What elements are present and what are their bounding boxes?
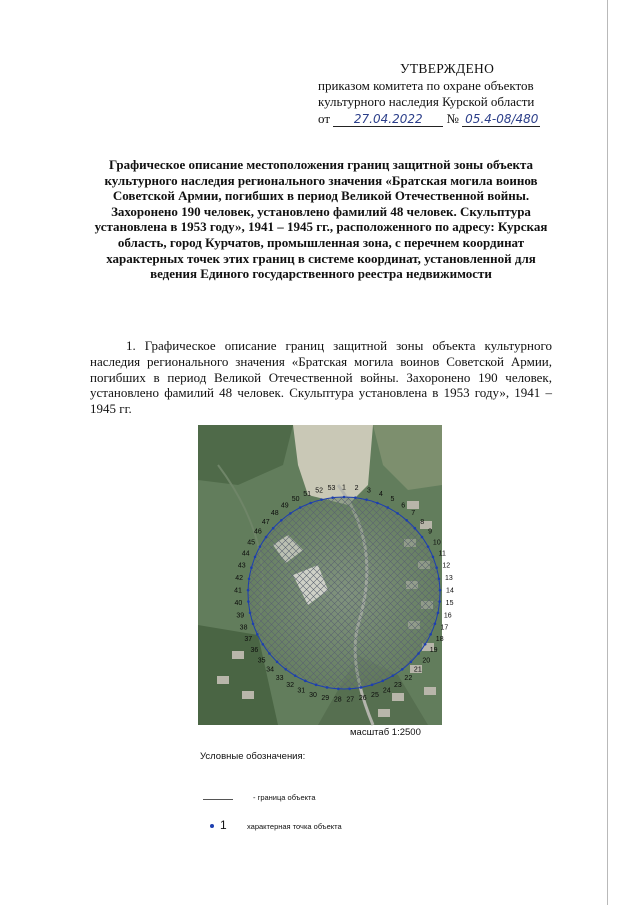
boundary-point [417,652,420,655]
boundary-point [250,566,253,569]
boundary-point [438,600,441,603]
boundary-point [289,512,292,515]
approval-number: 05.4-08/480 [462,113,540,127]
boundary-point-label: 15 [445,599,454,607]
boundary-point-label: 35 [257,657,266,665]
boundary-point-label: 22 [404,674,413,682]
approval-from-label: от [318,110,331,126]
approval-line-2: культурного наследия Курской области [318,94,535,109]
boundary-point-label: 24 [382,687,391,695]
boundary-point [249,611,252,614]
approval-date-line [318,111,588,128]
house-roof [242,691,254,699]
boundary-point-label: 49 [280,502,289,510]
boundary-point [309,502,312,505]
boundary-point-label: 31 [297,687,306,695]
boundary-point [405,519,408,522]
protection-zone-hatch [248,497,440,689]
house-roof [217,676,229,684]
house-roof [407,501,419,509]
boundary-point [376,502,379,505]
boundary-point-label: 7 [411,510,416,518]
legend-point-icon [210,824,214,828]
boundary-point-label: 1 [342,484,346,492]
boundary-point [360,686,363,689]
boundary-point [381,680,384,683]
boundary-point-label: 25 [371,691,379,699]
boundary-point [284,668,287,671]
boundary-point-label: 38 [239,624,248,632]
boundary-point-label: 12 [442,562,451,570]
legend-point-number: 1 [220,818,227,832]
boundary-point-label: 52 [315,487,324,495]
boundary-point-label: 46 [253,528,262,536]
boundary-point [410,661,413,664]
boundary-point-label: 19 [429,647,438,655]
boundary-point-label: 14 [446,587,454,595]
boundary-point [354,496,357,499]
house-roof [424,687,436,695]
boundary-point [326,686,329,689]
legend-title: Условные обозначения: [200,751,306,762]
boundary-point [259,545,262,548]
boundary-point-label: 53 [327,485,336,493]
boundary-point-label: 5 [390,496,395,504]
boundary-point-label: 51 [303,491,311,499]
boundary-point [432,556,435,559]
boundary-point-label: 33 [275,674,284,682]
boundary-point [396,512,399,515]
boundary-point [434,622,437,625]
boundary-point-label: 45 [247,539,256,547]
boundary-point [414,527,417,530]
boundary-point-label: 4 [378,491,383,499]
boundary-point [337,688,340,691]
boundary-point [371,684,374,687]
boundary-point [365,498,368,501]
document-title: Графическое описание местоположения границ защитной зоны объекта культурного наследия регионального значения «Братская могила воинов Советской Армии, погибших в период Великой Отечественной войны. Захоронено 190 человек, установлено фамилий 48 человек. Скульптура установлена в 1953 году», 1941 – 1945 гг., расположенного по адресу: Курская область, город Курчатов, промышленная зона, с перечнем координат характерных точек этих границ в системе координат, установленной для ведения Единого государственного реестра недвижимости [94,157,548,282]
boundary-point [247,589,250,592]
approval-title: УТВЕРЖДЕНО [400,61,495,76]
boundary-point-label: 36 [250,647,259,655]
boundary-point-label: 41 [234,587,242,595]
boundary-point-label: 27 [346,696,355,704]
boundary-point [429,633,432,636]
boundary-point [392,674,395,677]
boundary-point [254,556,257,559]
approval-date: 27.04.2022 [333,113,443,127]
boundary-point-label: 10 [432,539,441,547]
description-paragraph: 1. Графическое описание границ защитной зоны объекта культурного наследия регионального значения «Братская могила воинов Советской Армии, погибших в период Великой Отечественной войны. Захоронено 190 человек, установлено фамилий 48 человек. Скульптура установлена в 1953 году», 1941 – 1945 гг. [90,338,552,417]
boundary-point [401,668,404,671]
boundary-point-label: 44 [241,550,250,558]
boundary-point-label: 9 [428,528,433,536]
approval-number-label: № [446,110,459,126]
boundary-point-label: 40 [234,599,243,607]
legend-boundary-line [203,799,233,800]
boundary-point-label: 39 [236,612,245,620]
boundary-point-label: 30 [309,691,317,699]
boundary-point-label: 28 [333,696,342,704]
boundary-point [439,589,442,592]
boundary-point-label: 16 [443,612,452,620]
boundary-point [256,633,259,636]
boundary-point-label: 20 [422,657,431,665]
boundary-point [438,578,441,581]
house-roof [232,651,244,659]
boundary-point [343,496,346,499]
house-roof [378,709,390,717]
boundary-point-label: 6 [401,502,406,510]
boundary-point-label: 37 [244,636,253,644]
boundary-point-label: 8 [420,518,425,526]
house-roof [392,693,404,701]
boundary-point [252,622,255,625]
boundary-point-label: 43 [237,562,246,570]
map-svg [198,425,454,725]
boundary-point [435,566,438,569]
boundary-point-label: 26 [358,694,367,702]
legend-boundary-label: - граница объекта [253,793,316,802]
map-scale: масштаб 1:2500 [350,727,421,738]
boundary-point-label: 42 [235,574,244,582]
boundary-point-label: 34 [266,666,275,674]
boundary-point [268,652,271,655]
boundary-point [387,506,390,509]
boundary-point [421,536,424,539]
boundary-point-label: 11 [438,550,446,558]
boundary-point-label: 47 [261,518,270,526]
satellite-map [198,425,454,725]
boundary-point [280,519,283,522]
approval-line-1: приказом комитета по охране объектов [318,77,534,93]
approval-stamp [318,61,588,127]
boundary-point-label: 17 [440,624,449,632]
boundary-point-label: 3 [366,487,371,495]
legend-point-label: характерная точка объекта [247,822,342,831]
boundary-point [427,545,430,548]
boundary-point [248,578,251,581]
boundary-point-label: 32 [286,681,294,689]
boundary-point [272,527,275,530]
boundary-point-label: 13 [444,574,453,582]
boundary-point-label: 50 [291,496,300,504]
boundary-point [424,643,427,646]
boundary-point-label: 23 [394,681,402,689]
boundary-point-label: 48 [270,510,279,518]
boundary-point [304,680,307,683]
boundary-point [331,496,334,499]
boundary-point [247,600,250,603]
boundary-point [320,498,323,501]
boundary-point [262,643,265,646]
boundary-point [315,684,318,687]
boundary-point-label: 21 [413,666,422,674]
boundary-point [276,661,279,664]
boundary-point-label: 29 [321,694,330,702]
boundary-point [294,674,297,677]
boundary-point-label: 2 [354,485,359,493]
boundary-point [348,688,351,691]
boundary-point [265,536,268,539]
boundary-point [437,611,440,614]
boundary-point [299,506,302,509]
boundary-point-label: 18 [435,636,444,644]
page-edge-line [607,0,608,905]
